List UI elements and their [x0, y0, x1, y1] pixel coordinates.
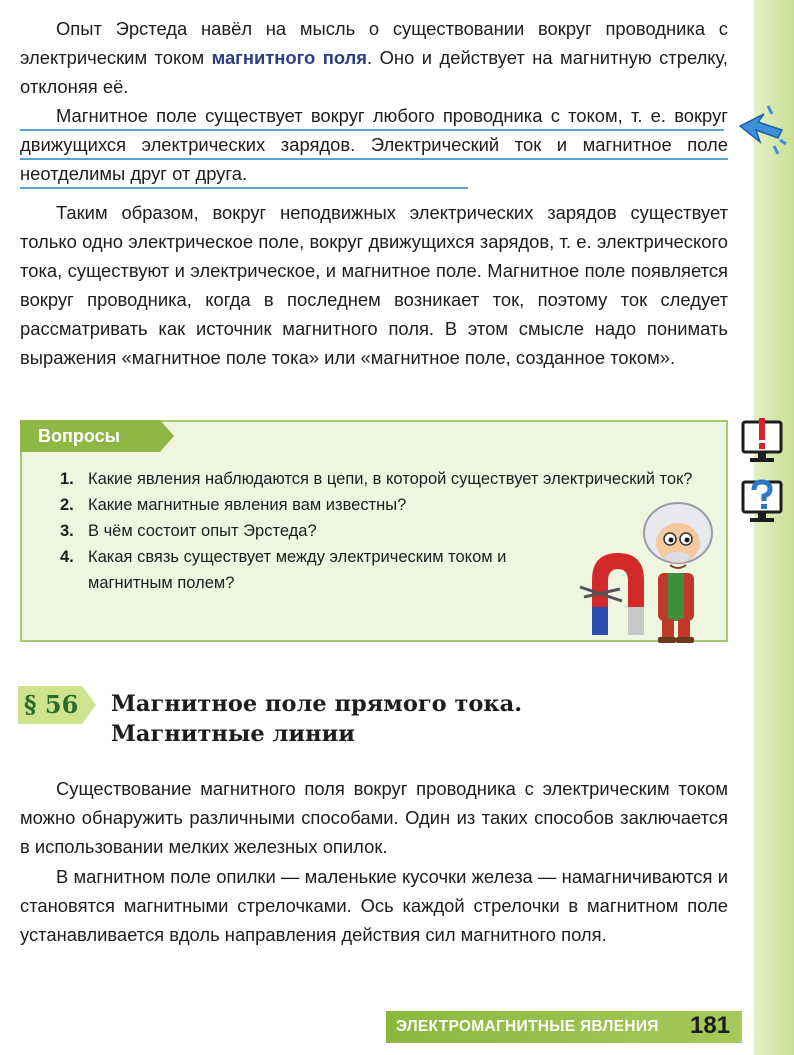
chapter-title: ЭЛЕКТРОМАГНИТНЫЕ ЯВЛЕНИЯ: [396, 1018, 659, 1035]
section-number: § 56: [24, 690, 79, 719]
highlight-underline: [20, 158, 728, 160]
paragraph-2-highlighted: Магнитное поле существует вокруг любого проводника с током, т. е. вокруг движущихся электрических зарядов. Электрический ток и магнитное поле неотделимы друг от друга.: [20, 105, 728, 184]
highlight-underline: [20, 129, 724, 131]
question-number: 4.: [60, 548, 74, 566]
paragraph-3: Таким образом, вокруг неподвижных электрических зарядов существует только одно электрическое поле, вокруг движущихся зарядов, т. е. электрического тока, существуют и электрическое, и магнитное поле. Магнитное поле появляется вокруг проводника, когда в последнем возникает ток, поэтому ток следует рассматривать как источник магнитного поля. В этом смысле надо понимать выражения «магнитное поле тока» или «магнитное поле, созданное током».: [20, 202, 728, 368]
question-number: 3.: [60, 522, 74, 540]
monitor-question-icon: [740, 476, 784, 526]
blue-arrow-icon: [738, 100, 788, 160]
paragraph-1-start: Опыт Эрстеда навёл на мысль о существовании вокруг проводника с электрическим током: [20, 18, 728, 68]
highlight-underline: [20, 187, 468, 189]
question-text: В чём состоит опыт Эрстеда?: [88, 522, 317, 540]
paragraph-1: [20, 14, 728, 101]
scientist-magnet-illustration: [570, 475, 730, 645]
paragraph-4: Существование магнитного поля вокруг проводника с электрическим током можно обнаружить различными способами. Один из таких способов заключается в использовании мелких железных опилок.: [20, 778, 728, 857]
monitor-exclamation-icon: [740, 416, 784, 466]
section-title-line-1: Магнитное поле прямого тока.: [111, 691, 523, 717]
question-text: Какая связь существует между электрическим током и магнитным полем?: [88, 548, 507, 592]
questions-header: Вопросы: [20, 420, 160, 452]
paragraph-5: В магнитном поле опилки — маленькие кусочки железа — намагничиваются и становятся магнитными стрелочками. Ось каждой стрелочки в магнитном поле устанавливается вдоль направления действия сил магнитного поля.: [20, 866, 728, 945]
question-text: Какие магнитные явления вам известны?: [88, 496, 407, 514]
question-text: Какие явления наблюдаются в цепи, в которой существует электрический ток?: [88, 470, 693, 488]
term-magnetic-field: магнитного поля: [211, 47, 368, 68]
question-number: 2.: [60, 496, 74, 514]
section-title: [111, 689, 522, 749]
section-title-line-2: Магнитные линии: [111, 721, 355, 747]
question-number: 1.: [60, 470, 74, 488]
paragraph-1-end: . Оно и действует на магнитную стрелку, отклоняя её.: [20, 47, 729, 97]
page-number: 181: [690, 1012, 731, 1039]
